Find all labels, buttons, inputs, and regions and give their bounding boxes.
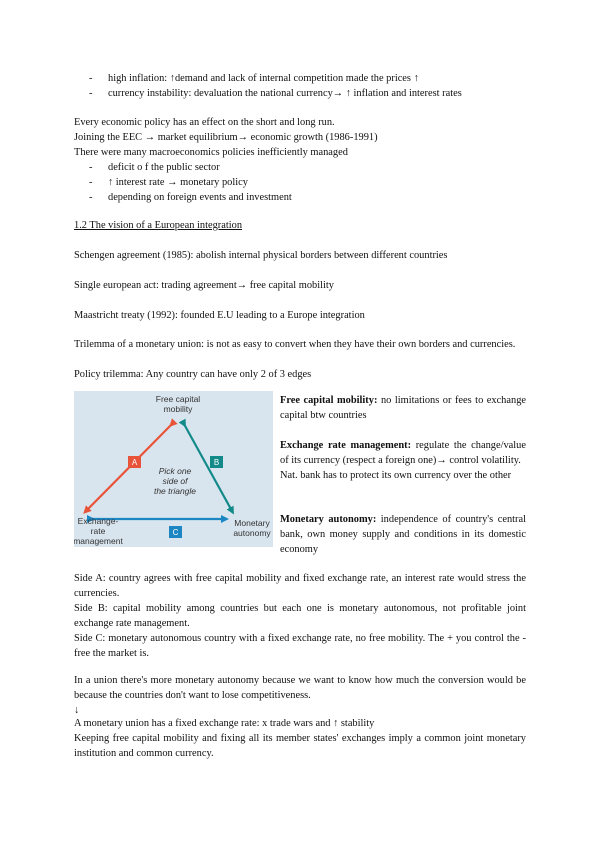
side-a-paragraph: Side A: country agrees with free capital mobility and fixed exchange rate, an interest rate would stress the currencies.	[74, 573, 526, 599]
schengen-line: Schengen agreement (1985): abolish internal physical borders between different countries	[74, 250, 448, 261]
label-free-capital-2: mobility	[163, 404, 193, 414]
trilemma-paragraph: Trilemma of a monetary union: is not as easy to convert when they have their own borders and currencies.	[74, 339, 516, 350]
nat-bank-line: Nat. bank has to protect its own currency over the other	[280, 470, 512, 481]
side-c-paragraph: Side C: monetary autonomous country with a fixed exchange rate, no free mobility. The + you control the - free the market is.	[74, 633, 526, 659]
paragraph-line: There were many macroeconomics policies inefficiently managed	[74, 147, 348, 158]
definition: no limitations or fees to exchange capital btw countries	[280, 395, 526, 421]
label-monetary-2: autonomy	[233, 528, 271, 538]
bullet-text: currency instability: devaluation the national currency→ ↑ inflation and interest rates	[108, 88, 462, 99]
label-free-capital-1: Free capital	[155, 394, 201, 404]
label-exchange-2: rate	[90, 526, 106, 536]
down-arrow: ↓	[74, 705, 80, 716]
maastricht-line: Maastricht treaty (1992): founded E.U leading to a Europe integration	[74, 310, 365, 321]
term: Free capital mobility:	[280, 395, 378, 406]
center-text-1: Pick one	[158, 466, 192, 476]
single-act-line: Single european act: trading agreement→ free capital mobility	[74, 280, 334, 291]
center-text-2: side of	[162, 476, 188, 486]
definition: regulate the change/value of its currency (respect a foreign one)→ control volatility.	[280, 440, 526, 466]
trilemma-svg	[74, 391, 273, 547]
document-page: - high inflation: ↑demand and lack of internal competition made the prices ↑ - currency instability: devaluation the national currency→ ↑ inflation and interest rates Every economic policy has an effect on the short and long run. Joining the EEC → market equilibrium→ economic growth (1986-1991) There were many macroeconomics policies inefficiently managed - deficit o f the public sector - ↑ interest rate → monetary policy - depending on foreign events and investment 1.2 The vision of a European integration Schengen agreement (1985): abolish internal physical borders between different countries Single european act: trading agreement→ free capital mobility Maastricht treaty (1992): founded E.U leading to a Europe integration Trilemma of a monetary union: is not as easy to convert when they have their own borders and currencies. Policy trilemma: Any country can have only 2 of 3 edges Free capital mobility A B C Pick one side of the triangle Exchange- rate management Monetary autonomy Free capital mobility: no limitations or fees to exchange capital btw countries Exchange rate management: regulate the change/value of its currency (respect a foreign one)→ control volatility. Nat. bank has to protect its own currency over the other Monetary autonomy: independence of country's central bank, own money supply and conditions in its domestic economy Side A: country agrees with free capital mobility and fixed exchange rate, an interest rate would stress the currencies. Side B: capital mobility among countries but each one is monetary autonomous, not profitable joint exchange rate management. Side C: monetary autonomous country with a fixed exchange rate, no free mobility. The + you control the - free the market is. In a union there's more monetary autonomy because we want to know how much the conversion would be because the countries don't want to lose competitiveness. ↓ A monetary union has a fixed exchange rate: x trade wars and ↑ stability Keeping free capital mobility and fixing all its member states' exchanges imply a common joint monetary institution and common currency.	[74, 73, 526, 759]
side-b-paragraph: Side B: capital mobility among countries but each one is monetary autonomous, not profitable joint exchange rate management.	[74, 603, 526, 629]
label-monetary-1: Monetary	[234, 518, 270, 528]
monetary-union-line: A monetary union has a fixed exchange rate: x trade wars and ↑ stability	[74, 718, 375, 729]
paragraph-line: Every economic policy has an effect on the short and long run.	[74, 117, 335, 128]
center-text-3: the triangle	[153, 486, 197, 496]
label-exchange-1: Exchange-	[77, 516, 119, 526]
bullet-text: ↑ interest rate → monetary policy	[108, 177, 248, 188]
bullet-text: depending on foreign events and investment	[108, 192, 292, 203]
badge-c: C	[172, 528, 179, 537]
exchange-rate-definition	[280, 438, 526, 483]
trilemma-diagram	[74, 391, 273, 547]
bullet-text: deficit o f the public sector	[108, 162, 220, 173]
policy-trilemma-line: Policy trilemma: Any country can have only 2 of 3 edges	[74, 369, 312, 380]
section-heading: 1.2 The vision of a European integration	[74, 220, 243, 231]
monetary-autonomy-definition	[280, 512, 526, 557]
free-capital-definition	[280, 393, 526, 423]
definition: independence of country's central bank, own money supply and conditions in its domestic economy	[280, 514, 526, 555]
keeping-paragraph: Keeping free capital mobility and fixing all its member states' exchanges imply a common joint monetary institution and common currency.	[74, 733, 526, 759]
term: Monetary autonomy:	[280, 514, 377, 525]
label-exchange-3: management	[74, 536, 123, 546]
badge-b: B	[213, 458, 220, 467]
badge-a: A	[131, 458, 138, 467]
union-paragraph: In a union there's more monetary autonomy because we want to know how much the conversion would be because the countries don't want to lose competitiveness.	[74, 675, 526, 701]
paragraph-line: Joining the EEC → market equilibrium→ economic growth (1986-1991)	[74, 132, 378, 143]
bullet-text: high inflation: ↑demand and lack of internal competition made the prices ↑	[108, 73, 419, 84]
term: Exchange rate management:	[280, 440, 412, 451]
